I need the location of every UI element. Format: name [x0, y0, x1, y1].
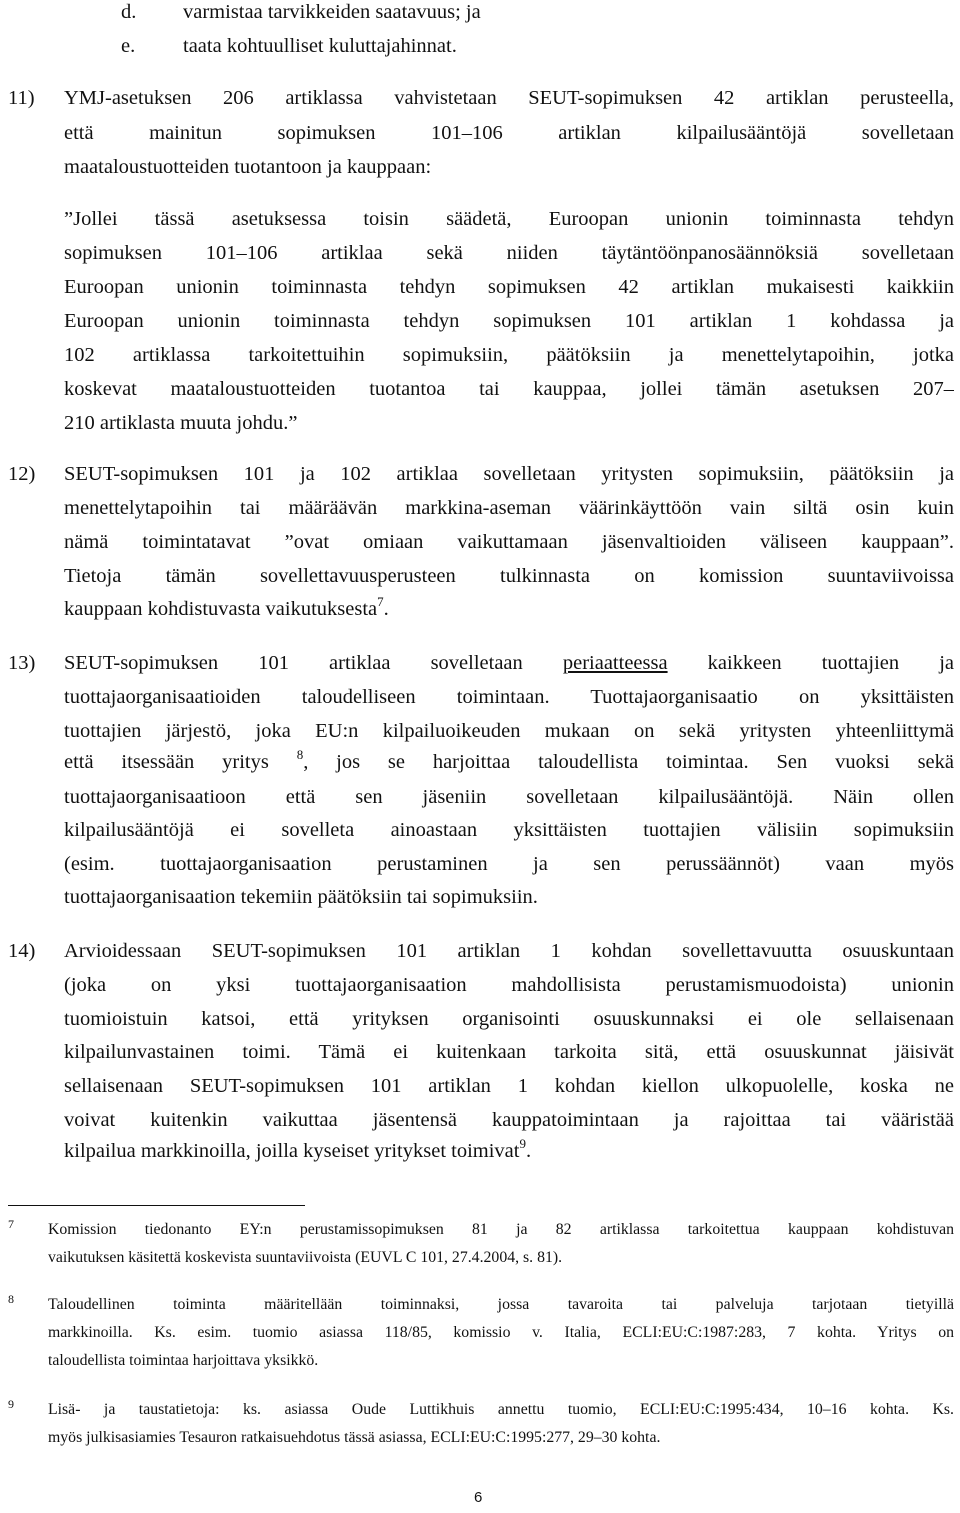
paragraph-line: että mainitun sopimuksen 101–106 artiklan kilpailusääntöjä sovelletaan — [64, 122, 954, 144]
paragraph-line: kilpailusääntöjä ei sovelleta ainoastaan yksittäisten tuottajien välisiin sopimuksiin — [64, 819, 954, 841]
footnote-line: vaikutuksen käsitettä koskevista suuntaviivoista (EUVL C 101, 27.4.2004, s. 81). — [48, 1249, 563, 1266]
footnote-line: markkinoilla. Ks. esim. tuomio asiassa 118/85, komissio v. Italia, ECLI:EU:C:1987:283, 7 kohta. Yritys on — [48, 1324, 954, 1341]
paragraph-line: Tietoja tämän sovellettavuusperusteen tulkinnasta on komission suuntaviivoissa — [64, 565, 954, 587]
line-text: SEUT-sopimuksen 101 artiklaa sovelletaan — [64, 652, 523, 674]
paragraph-line: (joka on yksi tuottajaorganisaation mahdollisista perustamismuodoista) unionin — [64, 974, 954, 996]
paragraph-line: tuomioistuin katsoi, että yrityksen organisointi osuuskunnaksi ei ole sellaisenaan — [64, 1008, 954, 1030]
footnote-separator — [8, 1205, 305, 1206]
paragraph-line: SEUT-sopimuksen 101 ja 102 artiklaa sovelletaan yritysten sopimuksiin, päätöksiin ja — [64, 463, 954, 485]
paragraph-line — [64, 750, 954, 774]
paragraph-line: (esim. tuottajaorganisaation perustaminen ja sen perussäännöt) vaan myös — [64, 853, 954, 875]
footnote-line: myös julkisasiamies Tesauron ratkaisuehdotus tässä asiassa, ECLI:EU:C:1995:277, 29–30 kohta. — [48, 1429, 661, 1446]
quote-line: sopimuksen 101–106 artiklaa sekä niiden täytäntöönpanosäännöksiä sovelletaan — [64, 242, 954, 264]
list-text: varmistaa tarvikkeiden saatavuus; ja — [183, 1, 481, 23]
footnote-mark: 8 — [8, 1292, 14, 1306]
quote-line: 102 artiklassa tarkoitettuihin sopimuksiin, päätöksiin ja menettelytapoihin, jotka — [64, 344, 954, 366]
quote-line: koskevat maataloustuotteiden tuotantoa tai kauppaa, jollei tämän asetuksen 207– — [64, 378, 954, 400]
list-label: d. — [121, 1, 137, 23]
list-text: taata kohtuulliset kuluttajahinnat. — [183, 35, 457, 57]
paragraph-number: 12) — [8, 463, 36, 485]
paragraph-line: tuottajaorganisaatioiden taloudelliseen toimintaan. Tuottajaorganisaatio on yksittäisten — [64, 686, 954, 708]
underlined-word: periaatteessa — [562, 652, 668, 674]
paragraph-line: voivat kuitenkin vaikuttaa jäsentensä kauppatoimintaan ja rajoittaa tai vääristää — [64, 1109, 954, 1131]
paragraph-line: tuottajaorganisaatioon että sen jäseniin sovelletaan kilpailusääntöjä. Näin ollen — [64, 786, 954, 808]
paragraph-line — [64, 651, 954, 675]
list-label: e. — [121, 35, 136, 57]
line-end: . — [525, 1140, 532, 1162]
paragraph-line: nämä toimintatavat ”ovat omiaan vaikuttamaan jäsenvaltioiden väliseen kauppaan”. — [64, 531, 954, 553]
line-text: , jos se harjoittaa taloudellista toimintaa. Sen vuoksi sekä — [303, 751, 954, 773]
paragraph-line: maataloustuotteiden tuotantoon ja kauppaan: — [64, 156, 432, 178]
quote-line: Euroopan unionin toiminnasta tehdyn sopimuksen 42 artiklan mukaisesti kaikkiin — [64, 276, 954, 298]
footnote-ref-9[interactable]: 9 — [519, 1136, 526, 1152]
paragraph-line: tuottajaorganisaation tekemiin päätöksiin tai sopimuksiin. — [64, 886, 538, 908]
paragraph-line: tuottajien järjestö, joka EU:n kilpailuoikeuden mukaan on sekä yritysten yhteenliittymä — [64, 720, 954, 742]
paragraph-number: 13) — [8, 652, 36, 674]
footnote-ref-8[interactable]: 8 — [296, 750, 304, 763]
footnote-line: Lisä- ja taustatietoja: ks. asiassa Oude Luttikhuis annettu tuomio, ECLI:EU:C:1995:434, 10–16 kohta. Ks. — [48, 1401, 954, 1418]
line-text: kauppaan kohdistuvasta vaikutuksesta — [64, 598, 378, 620]
quote-line: ”Jollei tässä asetuksessa toisin säädetä, Euroopan unionin toiminnasta tehdyn — [64, 208, 954, 230]
paragraph-line: kilpailunvastainen toimi. Tämä ei kuitenkaan tarkoita sitä, että osuuskunnat jäisivät — [64, 1041, 954, 1063]
line-text: kaikkeen tuottajien ja — [707, 652, 954, 674]
footnote-mark: 9 — [8, 1397, 14, 1411]
line-text: kilpailua markkinoilla, joilla kyseiset yritykset toimivat — [64, 1140, 520, 1162]
paragraph-line: YMJ-asetuksen 206 artiklassa vahvistetaan SEUT-sopimuksen 42 artiklan perusteella, — [64, 87, 954, 109]
quote-line: Euroopan unionin toiminnasta tehdyn sopimuksen 101 artiklan 1 kohdassa ja — [64, 310, 954, 332]
paragraph-line: Arvioidessaan SEUT-sopimuksen 101 artiklan 1 kohdan sovellettavuutta osuuskuntaan — [64, 940, 954, 962]
quote-line: 210 artiklasta muuta johdu.” — [64, 412, 298, 434]
paragraph-line: sellaisenaan SEUT-sopimuksen 101 artiklan 1 kohdan kiellon ulkopuolelle, koska ne — [64, 1075, 954, 1097]
paragraph-line — [64, 594, 389, 621]
paragraph-line — [64, 1136, 532, 1163]
paragraph-line: menettelytapoihin tai määräävän markkina-aseman väärinkäyttöön vain siltä osin kuin — [64, 497, 954, 519]
line-text: että itsessään yritys — [64, 751, 269, 773]
page-number: 6 — [474, 1489, 483, 1506]
paragraph-number: 14) — [8, 940, 36, 962]
footnote-line: taloudellista toimintaa harjoittava yksikkö. — [48, 1352, 319, 1369]
footnote-line: Taloudellinen toiminta määritellään toiminnaksi, jossa tavaroita tai palveluja tarjotaan tietyillä — [48, 1296, 954, 1313]
footnote-mark: 7 — [8, 1217, 14, 1231]
footnote-ref-7[interactable]: 7 — [377, 594, 384, 610]
paragraph-number: 11) — [8, 87, 35, 109]
footnote-line: Komission tiedonanto EY:n perustamissopimuksen 81 ja 82 artiklassa tarkoitettua kauppaan kohdistuvan — [48, 1221, 954, 1238]
line-end: . — [383, 598, 389, 620]
